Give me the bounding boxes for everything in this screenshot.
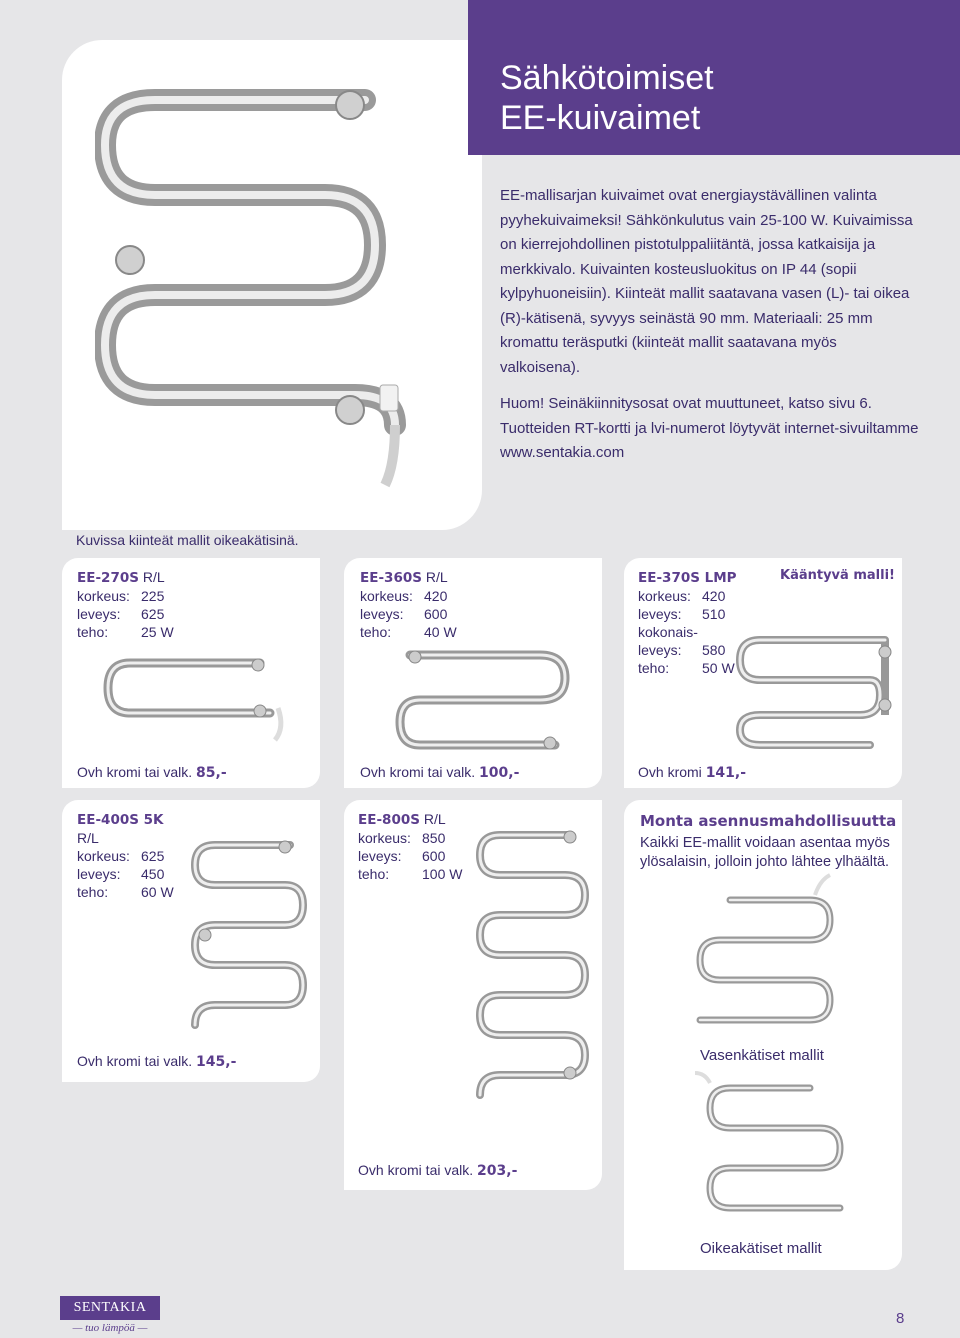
spec-key: kokonais- bbox=[638, 624, 698, 640]
model-variant: R/L bbox=[425, 569, 448, 585]
page-title bbox=[500, 58, 714, 138]
spec-key: korkeus: bbox=[77, 848, 130, 864]
logo-brand: SENTAKIA bbox=[60, 1296, 160, 1320]
price-ee800s bbox=[358, 1162, 517, 1179]
price-value: 141,- bbox=[705, 765, 747, 781]
spec-value: 25 W bbox=[141, 624, 174, 640]
right-handed-rail-image bbox=[680, 1068, 860, 1228]
product-spec-ee800s bbox=[358, 810, 462, 883]
sentakia-logo bbox=[60, 1296, 160, 1338]
price-label: Ovh kromi tai valk. bbox=[77, 1053, 193, 1069]
price-label: Ovh kromi bbox=[638, 764, 702, 780]
spec-key: korkeus: bbox=[358, 830, 411, 846]
spec-value: 50 W bbox=[702, 660, 735, 676]
price-value: 203,- bbox=[477, 1163, 518, 1179]
model-variant: R/L bbox=[77, 830, 99, 846]
intro-paragraph-2: Huom! Seinäkiinnitysosat ovat muuttuneet, katso sivu 6. Tuotteiden RT-kortti ja lvi-numerot löytyvät internet-sivuiltamme www.sentakia.com bbox=[500, 395, 919, 461]
spec-value: 450 bbox=[141, 866, 165, 882]
model-name: EE-400S 5K bbox=[77, 812, 164, 828]
price-ee270s bbox=[77, 764, 227, 781]
towel-rail-image bbox=[390, 640, 590, 760]
spec-key: korkeus: bbox=[638, 588, 691, 604]
intro-text bbox=[500, 184, 920, 466]
spec-value: 600 bbox=[424, 606, 448, 622]
model-variant: R/L bbox=[423, 811, 446, 827]
model-name: EE-800S bbox=[358, 812, 420, 828]
price-ee400s bbox=[77, 1053, 236, 1070]
spec-value: 510 bbox=[702, 606, 726, 622]
spec-key: leveys: bbox=[77, 606, 121, 622]
image-caption: Kuvissa kiinteät mallit oikeakätisinä. bbox=[76, 532, 299, 548]
model-name: EE-370S LMP bbox=[638, 570, 737, 586]
spec-value: 40 W bbox=[424, 624, 457, 640]
product-spec-ee270s bbox=[77, 568, 174, 641]
page-number: 8 bbox=[896, 1310, 905, 1327]
product-spec-ee360s bbox=[360, 568, 457, 641]
spec-key: korkeus: bbox=[360, 588, 413, 604]
swivel-badge: Kääntyvä malli! bbox=[780, 568, 895, 583]
spec-value: 100 W bbox=[422, 866, 463, 882]
spec-value: 600 bbox=[422, 848, 446, 864]
price-value: 145,- bbox=[196, 1054, 237, 1070]
spec-key: teho: bbox=[77, 884, 109, 900]
logo-tagline: — tuo lämpöä — bbox=[72, 1322, 148, 1334]
towel-rail-image bbox=[470, 820, 595, 1150]
spec-key: leveys: bbox=[638, 642, 682, 658]
spec-key: teho: bbox=[638, 660, 670, 676]
towel-rail-image bbox=[100, 648, 300, 748]
mounting-text: Kaikki EE-mallit voidaan asentaa myös ylösalaisin, jolloin johto lähtee ylhäältä. bbox=[640, 835, 890, 870]
towel-rail-image bbox=[185, 830, 315, 1045]
title-line-2: EE-kuivaimet bbox=[500, 99, 701, 137]
spec-key: leveys: bbox=[360, 606, 404, 622]
spec-key: leveys: bbox=[358, 848, 402, 864]
spec-value: 225 bbox=[141, 588, 165, 604]
spec-value: 420 bbox=[424, 588, 448, 604]
intro-paragraph-1: EE-mallisarjan kuivaimet ovat energiaystävällinen valinta pyyhekuivaimeksi! Sähkönkulutus vain 25-100 W. Kuivaimissa on kierrejohdollinen pistotulppaliitäntä, jossa katkaisija ja merkkivalo. Kuivainten kosteusluokitus on IP 44 (sopii kylpyhuoneisiin). Kiinteät mallit saatavana vasen (L)- tai oikea (R)-kätisenä, syvyys seinästä 90 mm. Materiaali: 25 mm kromattu teräsputki (kiinteät mallit saatavana myös valkoisena). bbox=[500, 187, 913, 376]
left-handed-rail-image bbox=[680, 870, 860, 1040]
left-handed-label: Vasenkätiset mallit bbox=[700, 1047, 824, 1064]
price-label: Ovh kromi tai valk. bbox=[358, 1162, 474, 1178]
spec-key: leveys: bbox=[77, 866, 121, 882]
hero-towel-rail-image bbox=[95, 45, 425, 520]
spec-key: korkeus: bbox=[77, 588, 130, 604]
spec-value: 625 bbox=[141, 848, 165, 864]
price-label: Ovh kromi tai valk. bbox=[77, 764, 193, 780]
price-ee370s bbox=[638, 764, 746, 781]
mounting-heading: Monta asennusmahdollisuutta bbox=[640, 812, 897, 830]
model-name: EE-270S bbox=[77, 570, 139, 586]
product-spec-ee400s bbox=[77, 810, 174, 901]
spec-key: leveys: bbox=[638, 606, 682, 622]
title-line-1: Sähkötoimiset bbox=[500, 59, 714, 97]
spec-value: 625 bbox=[141, 606, 165, 622]
spec-key: teho: bbox=[360, 624, 392, 640]
spec-value: 60 W bbox=[141, 884, 174, 900]
model-name: EE-360S bbox=[360, 570, 422, 586]
price-label: Ovh kromi tai valk. bbox=[360, 764, 476, 780]
spec-value: 850 bbox=[422, 830, 446, 846]
right-handed-label: Oikeakätiset mallit bbox=[700, 1240, 822, 1257]
model-variant: R/L bbox=[142, 569, 165, 585]
price-ee360s bbox=[360, 764, 519, 781]
price-value: 100,- bbox=[479, 765, 520, 781]
towel-rail-image bbox=[720, 620, 900, 760]
spec-key: teho: bbox=[358, 866, 390, 882]
spec-value: 580 bbox=[702, 642, 726, 658]
spec-key: teho: bbox=[77, 624, 109, 640]
spec-value: 420 bbox=[702, 588, 726, 604]
title-band bbox=[468, 0, 960, 155]
price-value: 85,- bbox=[196, 765, 227, 781]
